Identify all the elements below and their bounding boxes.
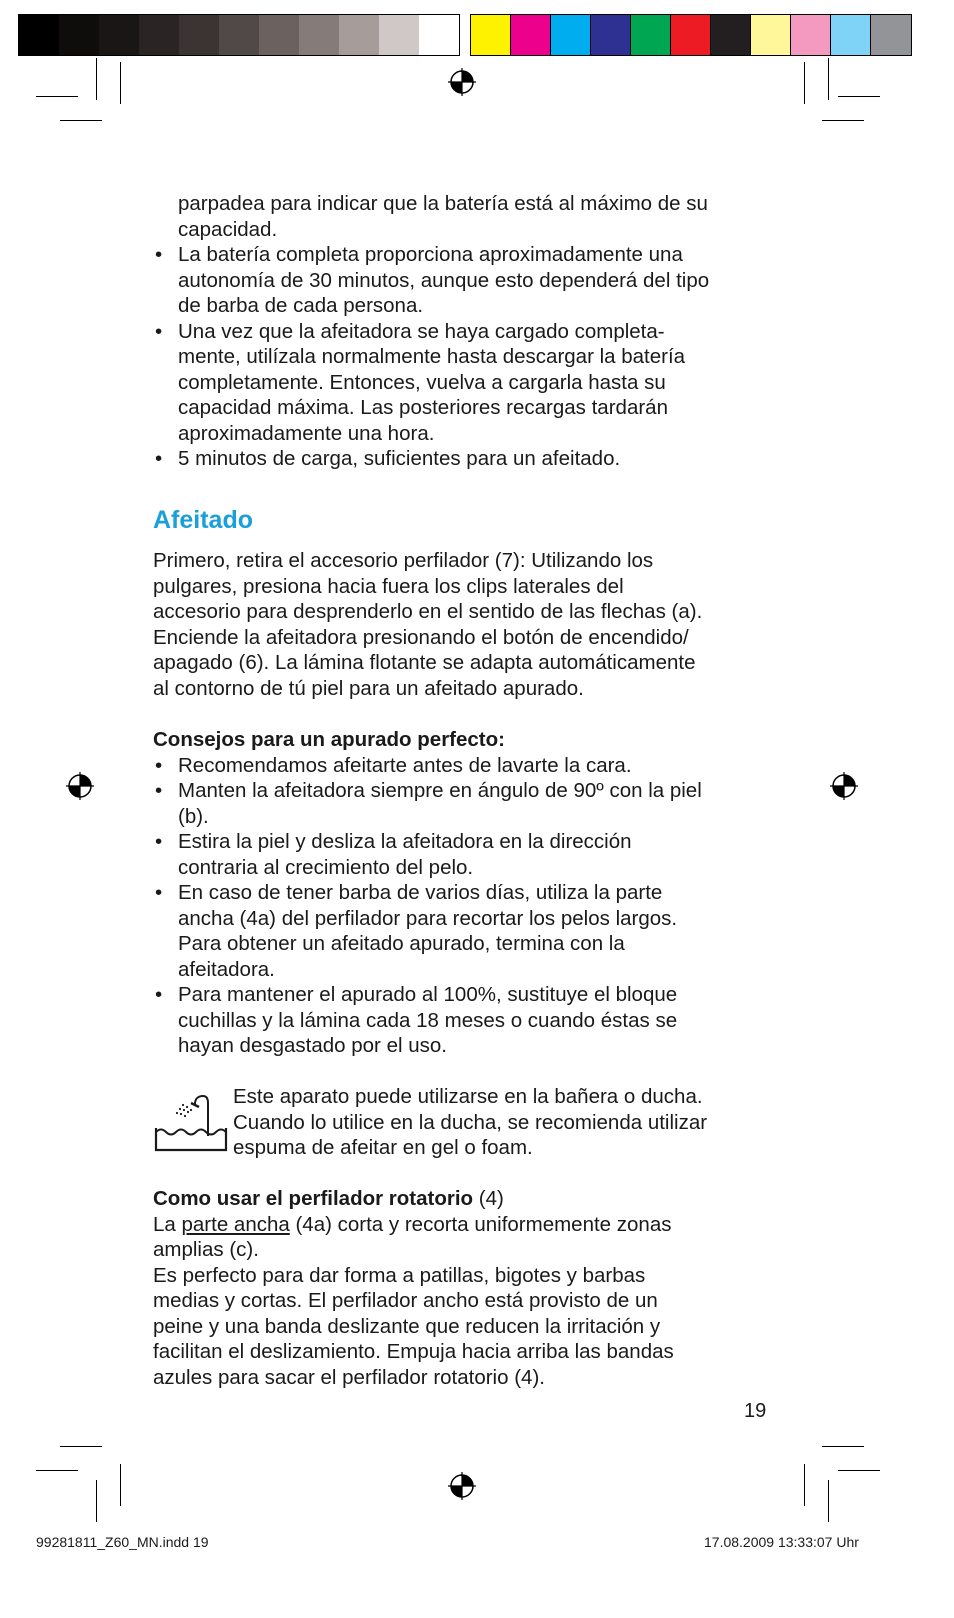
process-color-bar	[470, 14, 912, 56]
section-title: Afeitado	[153, 506, 253, 534]
crop-mark	[36, 96, 78, 97]
tips-list	[153, 753, 783, 1059]
shower-bath-icon	[153, 1090, 229, 1154]
crop-mark	[96, 1480, 97, 1522]
color-swatch	[711, 15, 751, 55]
trimmer-line: La parte ancha (4a) corta y recorta uniformemente zonas	[153, 1212, 672, 1236]
crop-mark	[828, 1480, 829, 1522]
color-swatch	[671, 15, 711, 55]
page-number: 19	[744, 1400, 767, 1422]
color-swatch	[511, 15, 551, 55]
color-swatch	[379, 15, 419, 55]
bath-text: Este aparato puede utilizarse en la bañera o ducha. Cuando lo utilice en la ducha, se recomienda utilizar espuma de afeitar en gel o foam.	[233, 1085, 708, 1159]
intro-continuation: parpadea para indicar que la batería está al máximo de su capacidad.	[178, 192, 708, 241]
list-item: • Una vez que la afeitadora se haya cargado completa- mente, utilízala normalmente hasta descargar la batería completamente. Entonces, vuelva a cargarla hasta su capacidad máxima. Las posteriores recargas tardarán aproximadamente una hora.	[153, 319, 783, 447]
trimmer-block: Como usar el perfilador rotatorio (4) La parte ancha (4a) corta y recorta uniformemente zonas amplias (c). Es perfecto para dar forma a patillas, bigotes y barbas medias y cortas. El perfilador ancho está provisto de un peine y una banda deslizante que reducen la irritación y facilitan el deslizamiento. Empuja hacia arriba las bandas azules para sacar el perfilador rotatorio (4).	[153, 1186, 783, 1390]
color-swatch	[99, 15, 139, 55]
color-swatch	[471, 15, 511, 55]
registration-mark-icon	[448, 1472, 476, 1500]
color-swatch	[871, 15, 911, 55]
color-swatch	[831, 15, 871, 55]
crop-mark	[804, 62, 805, 104]
color-swatch	[751, 15, 791, 55]
color-swatch	[59, 15, 99, 55]
list-item: • Estira la piel y desliza la afeitadora en la dirección contraria al crecimiento del pelo.	[153, 829, 783, 880]
color-swatch	[631, 15, 671, 55]
list-item: • Recomendamos afeitarte antes de lavarte la cara.	[153, 753, 783, 779]
color-swatch	[299, 15, 339, 55]
footer-timestamp: 17.08.2009 13:33:07 Uhr	[704, 1534, 859, 1550]
grayscale-color-bar	[18, 14, 460, 56]
color-swatch	[551, 15, 591, 55]
color-swatch	[339, 15, 379, 55]
footer-file-info: 99281811_Z60_MN.indd 19	[36, 1534, 209, 1550]
list-item: • Para mantener el apurado al 100%, sustituye el bloque cuchillas y la lámina cada 18 meses o cuando éstas se hayan desgastado por el uso.	[153, 982, 783, 1059]
color-swatch	[259, 15, 299, 55]
list-item: • 5 minutos de carga, suficientes para un afeitado.	[153, 446, 783, 472]
crop-mark	[120, 1464, 121, 1506]
registration-mark-icon	[830, 772, 858, 800]
intro-block	[153, 191, 783, 472]
crop-mark	[60, 120, 102, 121]
crop-mark	[838, 1470, 880, 1471]
crop-mark	[804, 1464, 805, 1506]
trimmer-title: Como usar el perfilador rotatorio (4)	[153, 1187, 504, 1210]
color-swatch	[19, 15, 59, 55]
crop-mark	[838, 96, 880, 97]
crop-mark	[60, 1446, 102, 1447]
tips-block	[153, 727, 783, 1059]
color-swatch	[419, 15, 459, 55]
color-swatch	[219, 15, 259, 55]
list-item: • La batería completa proporciona aproximadamente una autonomía de 30 minutos, aunque esto dependerá del tipo de barba de cada persona.	[153, 242, 783, 319]
crop-mark	[120, 62, 121, 104]
color-swatch	[791, 15, 831, 55]
intro-bullet-list	[153, 242, 783, 472]
color-swatch	[139, 15, 179, 55]
crop-mark	[822, 120, 864, 121]
list-item: • En caso de tener barba de varios días, utiliza la parte ancha (4a) del perfilador para recortar los pelos largos. Para obtener un afeitado apurado, termina con la afeitadora.	[153, 880, 783, 982]
tips-title: Consejos para un apurado perfecto:	[153, 728, 505, 751]
crop-mark	[96, 58, 97, 100]
color-swatch	[591, 15, 631, 55]
registration-mark-icon	[66, 772, 94, 800]
crop-mark	[828, 58, 829, 100]
crop-mark	[822, 1446, 864, 1447]
list-item: • Manten la afeitadora siempre en ángulo de 90º con la piel (b).	[153, 778, 783, 829]
crop-mark	[36, 1470, 78, 1471]
section-paragraph: Primero, retira el accesorio perfilador (7): Utilizando los pulgares, presiona hacia fuera los clips laterales del accesorio para desprenderlo en el sentido de las flechas (a). Enciende la afeitadora presionando el botón de encendido/ apagado (6). La lámina flotante se adapta automáticamente al contorno de tú piel para un afeitado apurado.	[153, 549, 703, 700]
registration-mark-icon	[448, 68, 476, 96]
color-swatch	[179, 15, 219, 55]
